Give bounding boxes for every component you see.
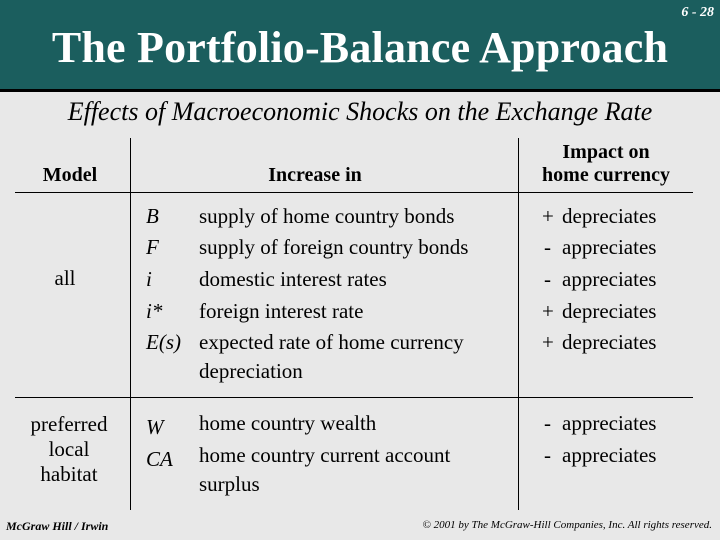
model-all: all — [54, 266, 76, 290]
impact-effect: appreciates — [562, 411, 657, 435]
copyright-notice — [423, 519, 712, 531]
model-line: preferred — [30, 412, 108, 436]
shock-description: supply of home country bonds — [199, 204, 455, 228]
shock-description-cont: depreciation — [199, 359, 303, 383]
shock-symbol: B — [146, 204, 159, 228]
header-increase-in: Increase in — [268, 164, 362, 186]
model-preferred-local-habitat — [0, 412, 138, 487]
shock-symbol: W — [146, 415, 164, 439]
impact-sign: - — [544, 411, 551, 435]
header-impact-line2: home currency — [542, 164, 670, 186]
slide-title: The Portfolio-Balance Approach — [51, 23, 669, 72]
table-divider-impact — [518, 138, 519, 510]
shock-description: supply of foreign country bonds — [199, 235, 469, 259]
impact-effect: depreciates — [562, 204, 657, 228]
copyright-text: 2001 by The McGraw-Hill Companies, Inc. All rights reserved. — [433, 519, 712, 531]
copyright-icon: © — [422, 519, 431, 531]
header-model: Model — [42, 164, 98, 186]
publisher-label: McGraw Hill / Irwin — [6, 519, 109, 533]
impact-effect: appreciates — [562, 443, 657, 467]
shock-description: expected rate of home currency — [199, 330, 464, 354]
shock-symbol: CA — [146, 447, 173, 471]
shock-description: home country wealth — [199, 411, 377, 435]
model-line: habitat — [40, 462, 98, 486]
table-header-rule — [15, 192, 693, 193]
impact-effect: appreciates — [562, 235, 657, 259]
shock-description: home country current account — [199, 443, 451, 467]
impact-effect: depreciates — [562, 299, 657, 323]
impact-sign: - — [544, 267, 551, 291]
impact-sign: + — [542, 204, 554, 228]
model-line: local — [48, 437, 90, 461]
impact-effect: depreciates — [562, 330, 657, 354]
impact-sign: - — [544, 443, 551, 467]
slide-number: 6 - 28 — [681, 5, 714, 20]
shock-symbol: i — [146, 267, 152, 291]
shock-symbol: E(s) — [146, 330, 181, 354]
shock-description-cont: surplus — [199, 472, 260, 496]
shock-description: foreign interest rate — [199, 299, 364, 323]
shock-description: domestic interest rates — [199, 267, 387, 291]
table-group-rule — [15, 397, 693, 398]
shock-symbol: F — [146, 235, 159, 259]
impact-sign: + — [542, 330, 554, 354]
impact-sign: - — [544, 235, 551, 259]
slide-subtitle: Effects of Macroeconomic Shocks on the Exchange Rate — [67, 97, 653, 126]
title-bar-border — [0, 89, 720, 92]
impact-effect: appreciates — [562, 267, 657, 291]
header-impact-line1: Impact on — [562, 141, 650, 163]
shock-symbol: i* — [146, 299, 163, 323]
impact-sign: + — [542, 299, 554, 323]
